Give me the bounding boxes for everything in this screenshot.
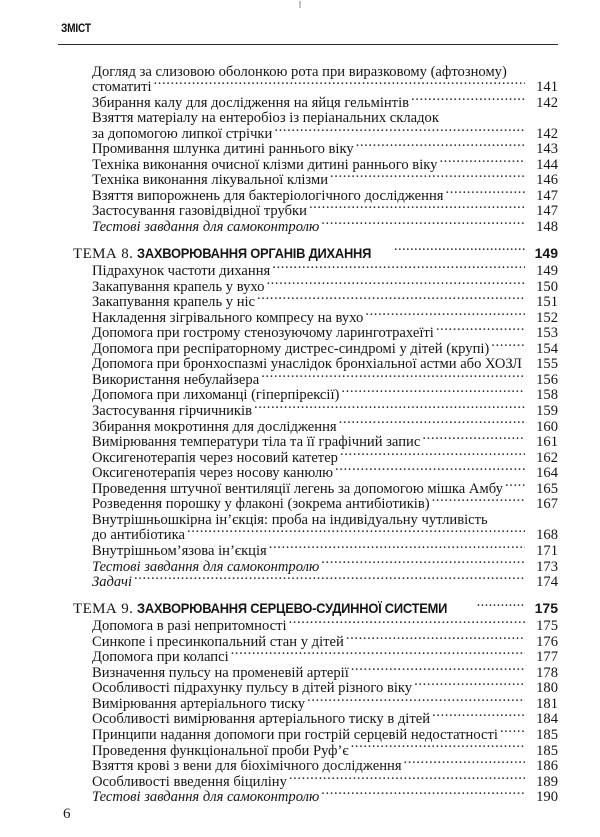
toc-entry (0, 708, 600, 728)
toc-leader-dots (257, 291, 525, 307)
toc-entry (0, 153, 600, 173)
toc-entry (0, 571, 600, 591)
toc-entry (0, 200, 600, 220)
toc-theme-number: ТЕМА 9. (73, 600, 138, 617)
toc-page-number: 151 (536, 294, 558, 311)
toc-entry (0, 275, 600, 295)
toc-entry-title: Тестові завдання для самоконтролю (92, 219, 320, 236)
toc-entry-title: Накладення зігрівального компресу на вухо (92, 309, 364, 326)
toc-theme-name: ЗАХВОРЮВАННЯ СЕРЦЕВО-СУДИННОЇ СИСТЕМИ (137, 599, 448, 616)
toc-entry (0, 646, 600, 666)
toc-entry-title: Техніка виконання очисної клізми дитині раннього віку (92, 156, 438, 173)
toc-page-number: 149 (534, 244, 558, 261)
toc-entry-title: Проведення функціональної проби Руф’є (92, 742, 349, 759)
toc-page-number: 175 (534, 599, 558, 616)
toc-page-number: 186 (536, 758, 558, 775)
toc-page-number: 150 (536, 278, 558, 295)
toc-entry-title: Допомога при бронхоспазмі унаслідок бронхіальної астми або ХОЗЛ (92, 356, 522, 373)
toc-entry (0, 723, 600, 743)
toc-page-number: 146 (536, 172, 558, 189)
toc-leader-dots (341, 384, 525, 400)
toc-entry (0, 322, 600, 342)
toc-entry-title: Допомога в разі непритомності (92, 618, 287, 635)
toc-page-number: 165 (536, 480, 558, 497)
toc-entry (0, 138, 600, 158)
toc-entry (0, 399, 600, 420)
toc-entry-title: Закапування крапель у ніс (92, 294, 256, 311)
toc-entry-title: Розведення порошку у флаконі (зокрема антибіотиків) (92, 496, 430, 513)
toc-entry-title: Збирання калу для дослідження на яйця гельмінтів (92, 94, 410, 111)
toc-page-number: 143 (536, 141, 558, 158)
toc-leader-dots (394, 242, 525, 258)
toc-page-number: 190 (536, 789, 558, 806)
toc-entry (0, 337, 600, 357)
toc-leader-dots (346, 630, 525, 646)
toc-leader-dots (422, 431, 525, 447)
toc-leader-dots (441, 107, 525, 123)
toc-entry-title: Вимірювання артеріального тиску (92, 695, 306, 712)
toc-theme-name: ЗАХВОРЮВАННЯ ОРГАНІВ ДИХАННЯ (137, 244, 372, 261)
toc-page-number: 167 (536, 496, 558, 513)
toc-theme-number: ТЕМА 8. (73, 245, 138, 262)
toc-page-number: 154 (536, 340, 558, 357)
toc-entry-title: Внутрішньом’язова ін’єкція (92, 542, 267, 559)
toc-entry-title: Синкопе і пресинкопальний стан у дітей (92, 633, 344, 650)
toc-page-number: 147 (536, 203, 558, 220)
toc-entry (0, 615, 600, 635)
toc-entry (0, 462, 600, 482)
toc-entry-title: Догляд за слизовою оболонкою рота при виразковому (афтозному) (92, 63, 507, 80)
toc-page-number: 160 (536, 418, 558, 435)
toc-entry-title: за допомогою липкої стрічки (92, 125, 273, 142)
toc-leader-dots (439, 153, 525, 169)
toc-leader-dots (231, 646, 525, 662)
toc-leader-dots (269, 539, 525, 555)
toc-leader-dots (477, 597, 525, 613)
toc-entry (0, 291, 600, 311)
toc-entry (0, 107, 600, 127)
toc-entry (0, 786, 600, 806)
toc-entry (0, 677, 600, 697)
toc-entry-title: Задачі (92, 574, 133, 591)
toc-entry (0, 306, 600, 326)
toc-page-number: 152 (536, 309, 558, 326)
toc-leader-dots (187, 524, 525, 540)
toc-entry (0, 122, 600, 142)
toc-leader-dots (321, 555, 525, 571)
toc-entry-title: Особливості підрахунку пульсу в дітей різного віку (92, 680, 413, 697)
toc-entry-title: Підрахунок частоти дихання (92, 263, 271, 280)
toc-leader-dots (500, 723, 525, 739)
toc-leader-dots (365, 306, 525, 322)
toc-leader-dots (414, 677, 525, 693)
toc-entry-title: Оксигенотерапія через носовий катетер (92, 449, 338, 466)
toc-page-number: 184 (536, 711, 558, 728)
toc-leader-dots (411, 91, 525, 107)
toc-entry-title: Допомога при респіраторному дистрес-синдромі у дітей (крупі) (92, 340, 490, 357)
toc-entry-title: Допомога при колапсі (92, 649, 229, 666)
toc-leader-dots (272, 260, 525, 276)
toc-entry-title: Допомога при лихоманці (гіперпірексії) (92, 387, 340, 404)
toc-page-number: 178 (536, 664, 558, 681)
toc-entry-title: Збирання мокротиння для дослідження (92, 418, 337, 435)
toc-entry-title: Використання небулайзера (92, 371, 260, 388)
toc-leader-dots (254, 399, 525, 415)
toc-entry-title: Внутрішньошкірна ін’єкція: проба на індивідуальну чутливість (92, 511, 488, 528)
toc-page-number: 171 (536, 542, 558, 559)
toc-entry (0, 692, 600, 712)
toc-entry (0, 446, 600, 466)
toc-leader-dots (490, 508, 525, 524)
toc-page-number: 147 (536, 187, 558, 204)
toc-entry-title: Промивання шлунка дитині раннього віку (92, 141, 354, 158)
toc-leader-dots (432, 708, 525, 724)
toc-entry (0, 630, 600, 650)
toc-entry (0, 555, 600, 575)
toc-entry-title: Взяття крові з вени для біохімічного дослідження (92, 758, 402, 775)
toc-leader-dots (432, 493, 525, 509)
toc-entry (0, 384, 600, 404)
toc-entry (0, 353, 600, 373)
toc-page-number: 174 (536, 574, 558, 591)
toc-entry (0, 76, 600, 96)
toc-leader-dots (274, 122, 525, 138)
toc-entry-title: Проведення штучної вентиляції легень за допомогою мішка Амбу (92, 480, 503, 497)
toc-entry-title: Техніка виконання лікувальної клізми (92, 172, 329, 189)
toc-page-number: 177 (536, 649, 558, 666)
toc-page-number: 141 (536, 79, 558, 96)
toc-page-number: 168 (536, 527, 558, 544)
toc-entry (0, 215, 600, 236)
toc-leader-dots (154, 76, 525, 92)
toc-page-number: 189 (536, 773, 558, 790)
toc-entry (0, 260, 600, 280)
toc-page-number: 161 (536, 434, 558, 451)
toc-entry-title: Взяття матеріалу на ентеробіоз із періанальних складок (92, 110, 439, 127)
toc-entry (0, 415, 600, 435)
toc-entry-title: Допомога при гострому стенозуючому ларинготрахеїті (92, 325, 434, 342)
toc-leader-dots (335, 462, 525, 478)
toc-page-number: 175 (536, 618, 558, 635)
toc-entry (0, 60, 600, 80)
toc-leader-dots (266, 275, 525, 291)
toc-page-number: 155 (536, 356, 558, 373)
toc-page-number: 162 (536, 449, 558, 466)
toc-entry (0, 91, 600, 111)
toc-leader-dots (134, 571, 525, 587)
toc-leader-dots (509, 60, 525, 76)
toc-entry (0, 493, 600, 513)
toc-leader-dots (491, 337, 525, 353)
toc-leader-dots (289, 615, 525, 631)
toc-page-number: 156 (536, 371, 558, 388)
toc-entry-title: Визначення пульсу на променевій артерії (92, 664, 349, 681)
scan-artifact (299, 1, 301, 8)
toc-entry (0, 184, 600, 204)
toc-page-number: 142 (536, 125, 558, 142)
toc-entry-title: Особливості введення біциліну (92, 773, 287, 790)
toc-leader-dots (351, 661, 525, 677)
toc-leader-dots (524, 353, 525, 369)
toc-entry (0, 169, 600, 189)
toc-page-number: 176 (536, 633, 558, 650)
toc-entry (0, 477, 600, 497)
header-divider (58, 44, 558, 45)
toc-page-number: 185 (536, 742, 558, 759)
toc-entry-title: Взяття випорожнень для бактеріологічного дослідження (92, 187, 444, 204)
toc-leader-dots (321, 215, 525, 231)
toc-page-number: 185 (536, 726, 558, 743)
toc-theme-heading (0, 242, 600, 262)
toc-leader-dots (446, 184, 526, 200)
toc-entry-title: Тестові завдання для самоконтролю (92, 558, 320, 575)
toc-entry-title: Оксигенотерапія через носову канюлю (92, 465, 334, 482)
toc-entry-title: Вимірювання температури тіла та її графічний запис (92, 434, 421, 451)
toc-entry-title: Застосування газовідвідної трубки (92, 203, 307, 220)
toc-page-number: 159 (536, 403, 558, 420)
toc-page-number: 180 (536, 680, 558, 697)
toc-entry-title: Тестові завдання для самоконтролю (92, 789, 320, 806)
toc-leader-dots (289, 770, 525, 786)
toc-page-number: 181 (536, 695, 558, 712)
toc-entry-title: Принципи надання допомоги при гострій серцевій недостатності (92, 726, 498, 743)
toc-leader-dots (356, 138, 525, 154)
toc-page-number: 153 (536, 325, 558, 342)
toc-page-number: 144 (536, 156, 558, 173)
toc-theme-heading (0, 597, 600, 617)
toc-entry-title: Особливості вимірювання артеріального тиску в дітей (92, 711, 431, 728)
running-head: ЗМІСТ (61, 23, 91, 35)
toc-page-number: 142 (536, 94, 558, 111)
toc-leader-dots (339, 415, 525, 431)
toc-entry (0, 539, 600, 559)
toc-leader-dots (330, 169, 525, 185)
toc-entry (0, 508, 600, 528)
toc-entry (0, 739, 600, 759)
toc-entry (0, 661, 600, 681)
toc-entry-title: Застосування гірчичників (92, 403, 252, 420)
toc-entry (0, 755, 600, 775)
toc-leader-dots (505, 477, 525, 493)
toc-entry-title: Закапування крапель у вухо (92, 278, 265, 295)
toc-entry-title: стоматиті (92, 79, 152, 96)
toc-leader-dots (261, 368, 525, 384)
toc-entry-list (0, 60, 600, 806)
toc-entry (0, 770, 600, 790)
page-folio: 6 (63, 806, 71, 822)
toc-leader-dots (404, 755, 525, 771)
toc-entry (0, 431, 600, 451)
toc-leader-dots (321, 786, 525, 802)
toc-leader-dots (340, 446, 525, 462)
toc-leader-dots (309, 200, 525, 216)
toc-page-number: 148 (536, 219, 558, 236)
toc-page-number: 158 (536, 387, 558, 404)
toc-page-number: 173 (536, 558, 558, 575)
toc-page-number: 149 (536, 263, 558, 280)
toc-leader-dots (351, 739, 525, 755)
toc-entry (0, 524, 600, 544)
toc-leader-dots (436, 322, 525, 338)
toc-entry-title: до антибіотика (92, 527, 185, 544)
toc-entry (0, 368, 600, 388)
toc-leader-dots (307, 692, 525, 708)
toc-page-number: 164 (536, 465, 558, 482)
